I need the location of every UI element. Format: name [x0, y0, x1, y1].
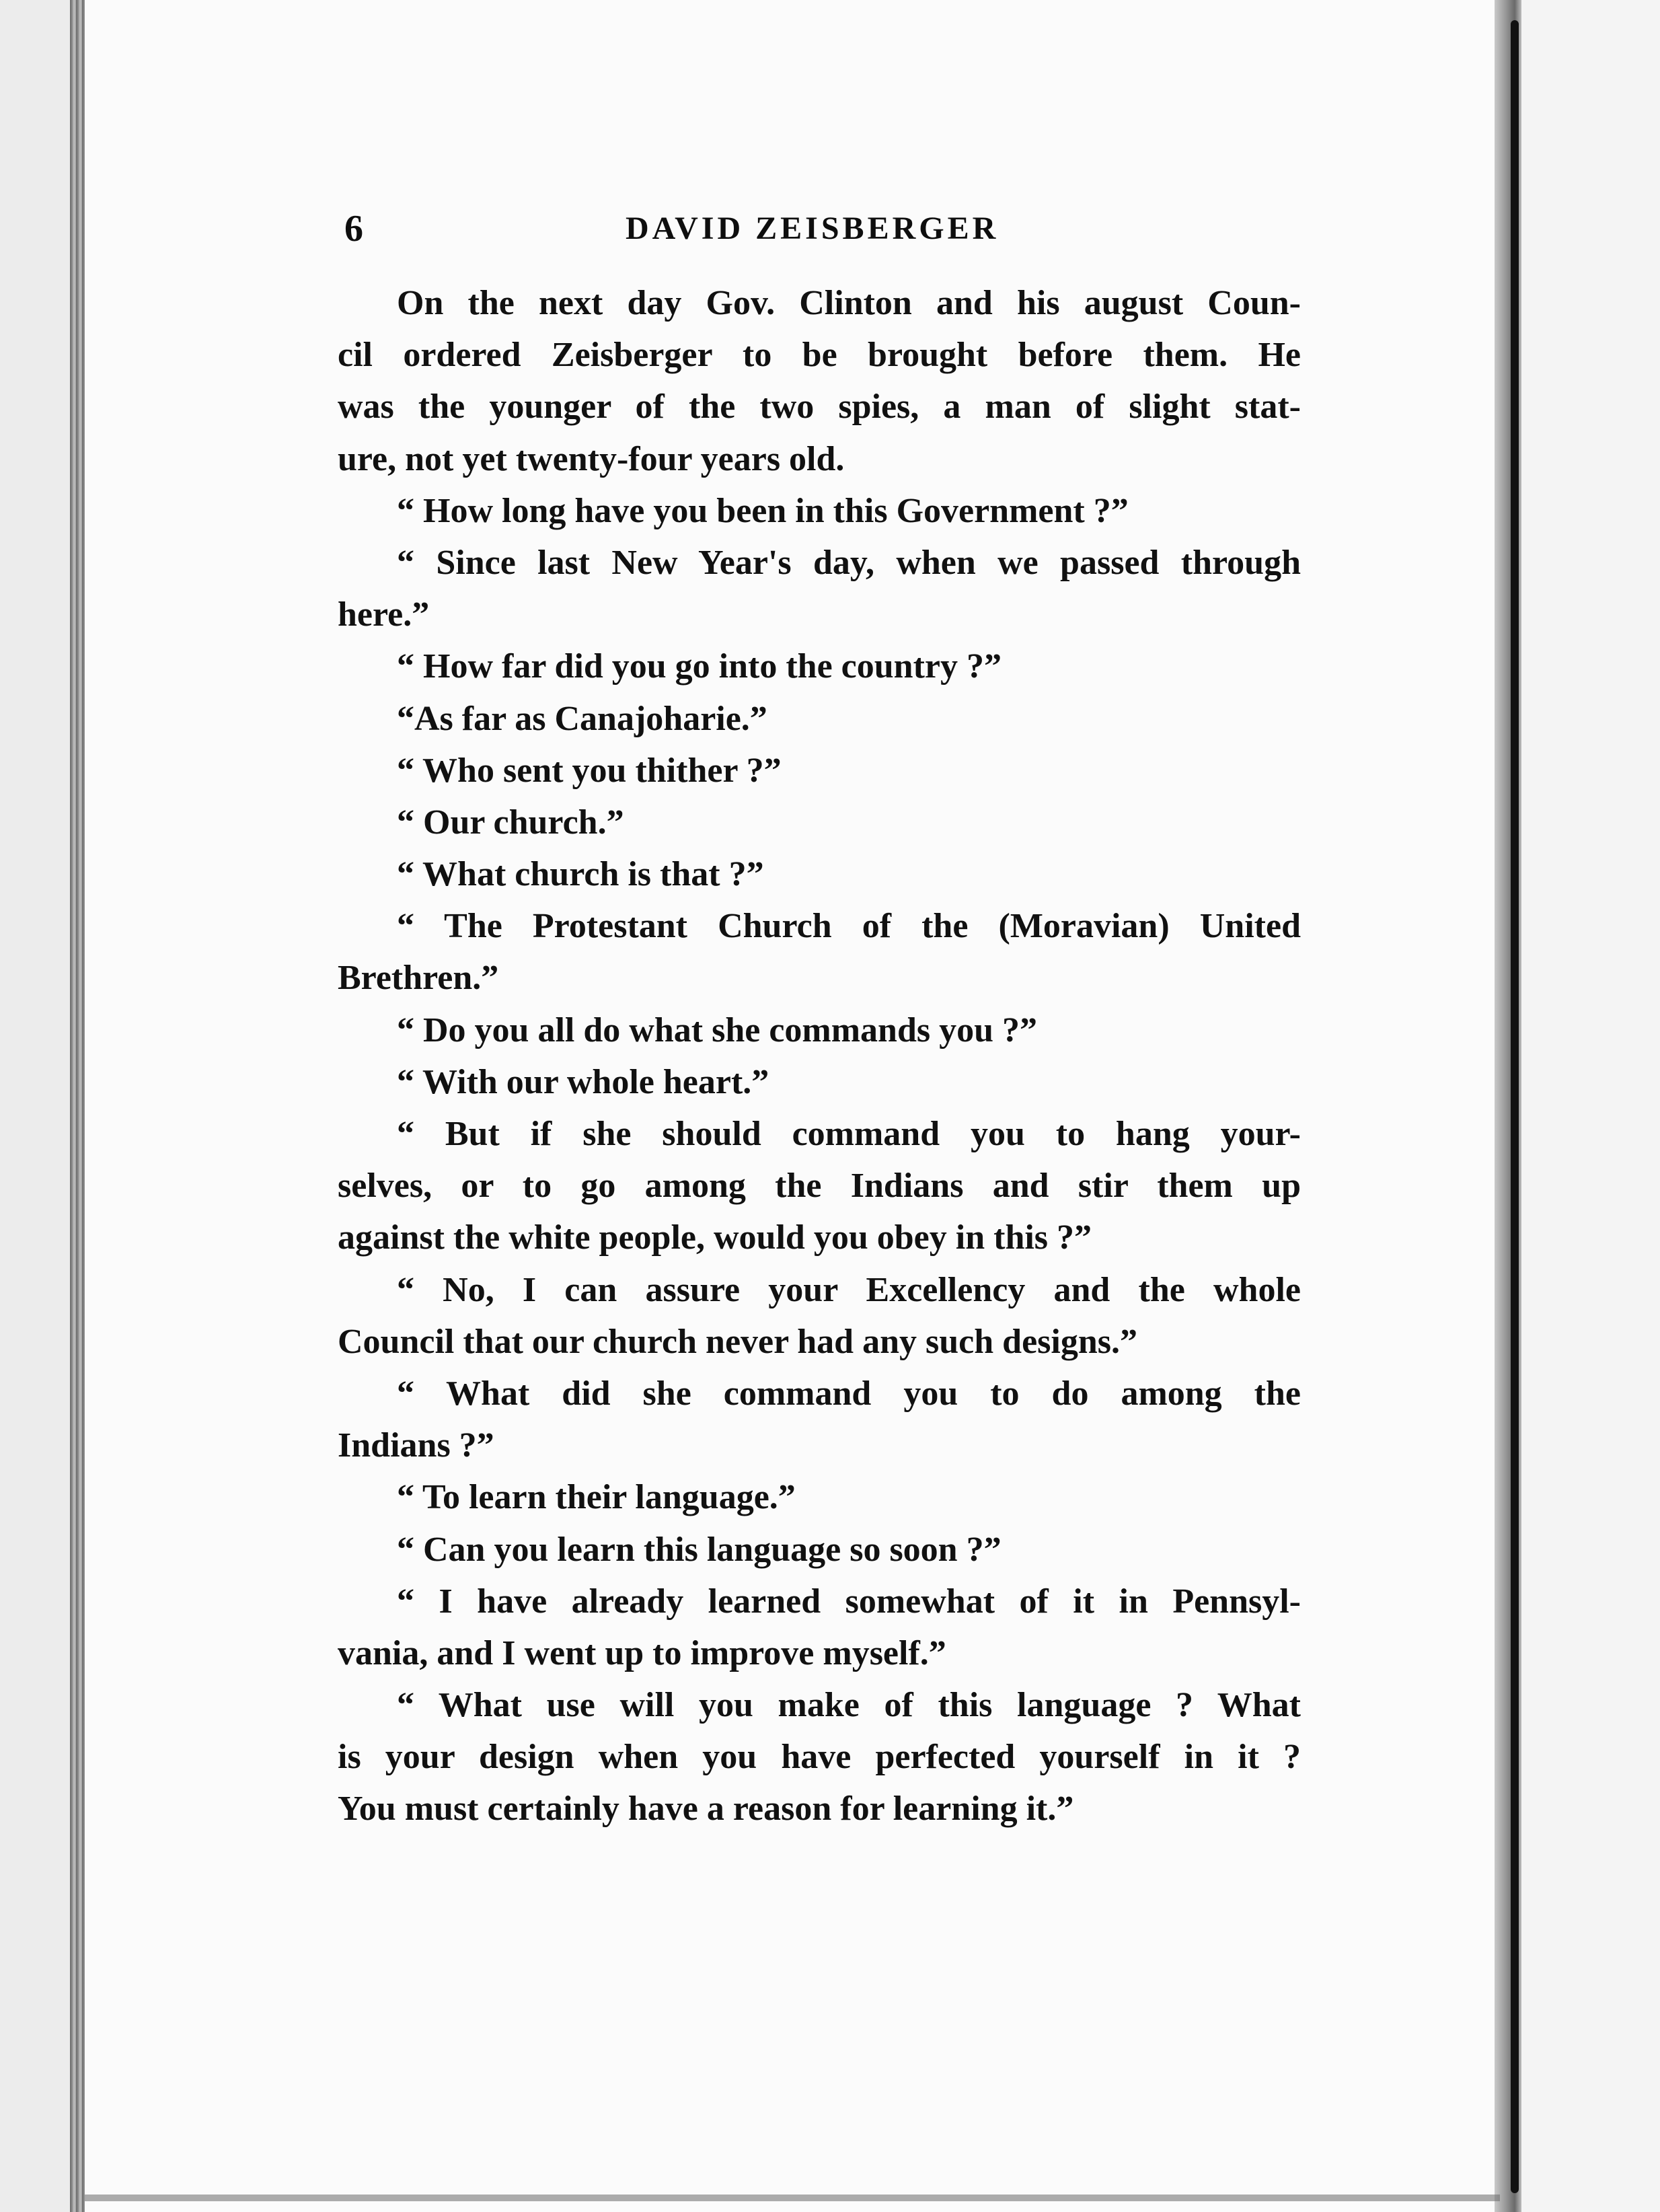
text-line: “ With our whole heart.”	[397, 1062, 769, 1101]
text-line: “ But if she should command you to hang your-	[397, 1115, 1301, 1153]
text-line: selves, or to go among the Indians and stir them up	[338, 1167, 1301, 1206]
text-line: “ Do you all do what she commands you ?”	[397, 1010, 1038, 1049]
page-number: 6	[344, 208, 363, 250]
text-line: “ I have already learned somewhat of it in Pennsyl-	[397, 1582, 1301, 1621]
text-line: On the next day Gov. Clinton and his august Coun-	[397, 284, 1301, 322]
text-line: Council that our church never had any such designs.”	[338, 1322, 1138, 1361]
text-line: “ How far did you go into the country ?”	[397, 647, 1002, 686]
text-line: vania, and I went up to improve myself.”	[338, 1633, 946, 1672]
text-line: “ To learn their language.”	[397, 1478, 796, 1517]
text-line: cil ordered Zeisberger to be brought before them. He	[338, 336, 1301, 375]
text-line: “ Since last New Year's day, when we passed through	[397, 543, 1301, 582]
text-line: “ How long have you been in this Government ?”	[397, 491, 1129, 530]
text-line: “ No, I can assure your Excellency and the whole	[397, 1270, 1301, 1309]
text-line: “ The Protestant Church of the (Moravian) United	[397, 907, 1301, 946]
text-line: Indians ?”	[338, 1426, 494, 1465]
body-text	[338, 277, 1301, 1835]
text-line: “ Who sent you thither ?”	[397, 751, 782, 790]
binding-edge	[70, 0, 85, 2212]
text-line: “ What use will you make of this language ? What	[397, 1686, 1301, 1725]
bottom-edge	[85, 2195, 1500, 2201]
facing-page-edge	[1521, 0, 1660, 2212]
text-line: “ What church is that ?”	[397, 855, 764, 894]
text-line: is your design when you have perfected yourself in it ?	[338, 1738, 1301, 1777]
page-header	[0, 202, 1660, 256]
text-line: You must certainly have a reason for learning it.”	[338, 1790, 1074, 1829]
text-line: against the white people, would you obey in this ?”	[338, 1218, 1092, 1257]
text-line: was the younger of the two spies, a man of slight stat-	[338, 388, 1301, 427]
text-line: here.”	[338, 595, 430, 634]
text-line: Brethren.”	[338, 959, 499, 998]
gutter-shadow-line	[1511, 20, 1519, 2193]
text-line: “ Our church.”	[397, 803, 624, 842]
running-head: DAVID ZEISBERGER	[626, 211, 999, 246]
text-line: “ What did she command you to do among the	[397, 1374, 1301, 1413]
text-line: ure, not yet twenty-four years old.	[338, 439, 845, 478]
text-line: “As far as Canajoharie.”	[397, 699, 767, 738]
left-margin	[0, 0, 73, 2212]
text-line: “ Can you learn this language so soon ?”	[397, 1530, 1002, 1569]
